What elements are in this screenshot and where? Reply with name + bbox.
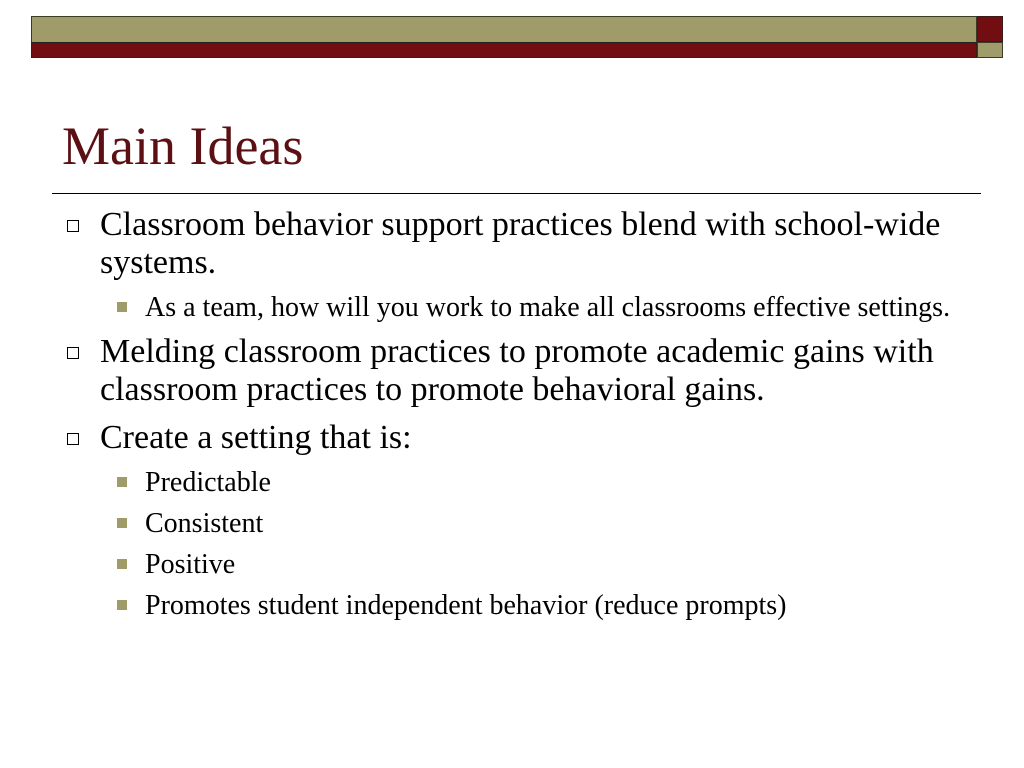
bullet-text: Melding classroom practices to promote academic gains with classroom practices to promote behavioral gains. [100, 333, 934, 408]
bullet-text: Classroom behavior support practices blend with school-wide systems. [100, 206, 941, 281]
title-divider [52, 193, 981, 194]
sub-bullet-list [62, 292, 962, 324]
bullet-text: Create a setting that is: [100, 419, 412, 456]
sub-bullet-text: Consistent [145, 508, 264, 539]
filled-square-bullet-icon [117, 559, 127, 569]
sub-bullet-text: Predictable [145, 467, 271, 498]
sub-bullet-item [62, 292, 962, 324]
sub-bullet-item [62, 590, 962, 622]
sub-bullet-item [62, 508, 962, 540]
slide-title: Main Ideas [62, 116, 304, 176]
sub-bullet-list [62, 467, 962, 622]
filled-square-bullet-icon [117, 477, 127, 487]
banner-red-square [977, 16, 1003, 42]
hollow-square-bullet-icon [67, 347, 79, 359]
sub-bullet-item [62, 467, 962, 499]
bullet-list [62, 206, 962, 631]
sub-bullet-text: Positive [145, 549, 236, 580]
hollow-square-bullet-icon [67, 433, 79, 445]
sub-bullet-text: Promotes student independent behavior (reduce prompts) [145, 590, 787, 621]
hollow-square-bullet-icon [67, 220, 79, 232]
bullet-item [62, 206, 962, 282]
filled-square-bullet-icon [117, 518, 127, 528]
banner-red-band [31, 42, 977, 58]
title-banner [0, 0, 1024, 62]
bullet-item [62, 419, 962, 457]
banner-olive-band [31, 16, 977, 42]
banner-olive-square [977, 42, 1003, 58]
bullet-item [62, 333, 962, 409]
filled-square-bullet-icon [117, 302, 127, 312]
filled-square-bullet-icon [117, 600, 127, 610]
sub-bullet-text: As a team, how will you work to make all classrooms effective settings. [145, 292, 951, 323]
sub-bullet-item [62, 549, 962, 581]
